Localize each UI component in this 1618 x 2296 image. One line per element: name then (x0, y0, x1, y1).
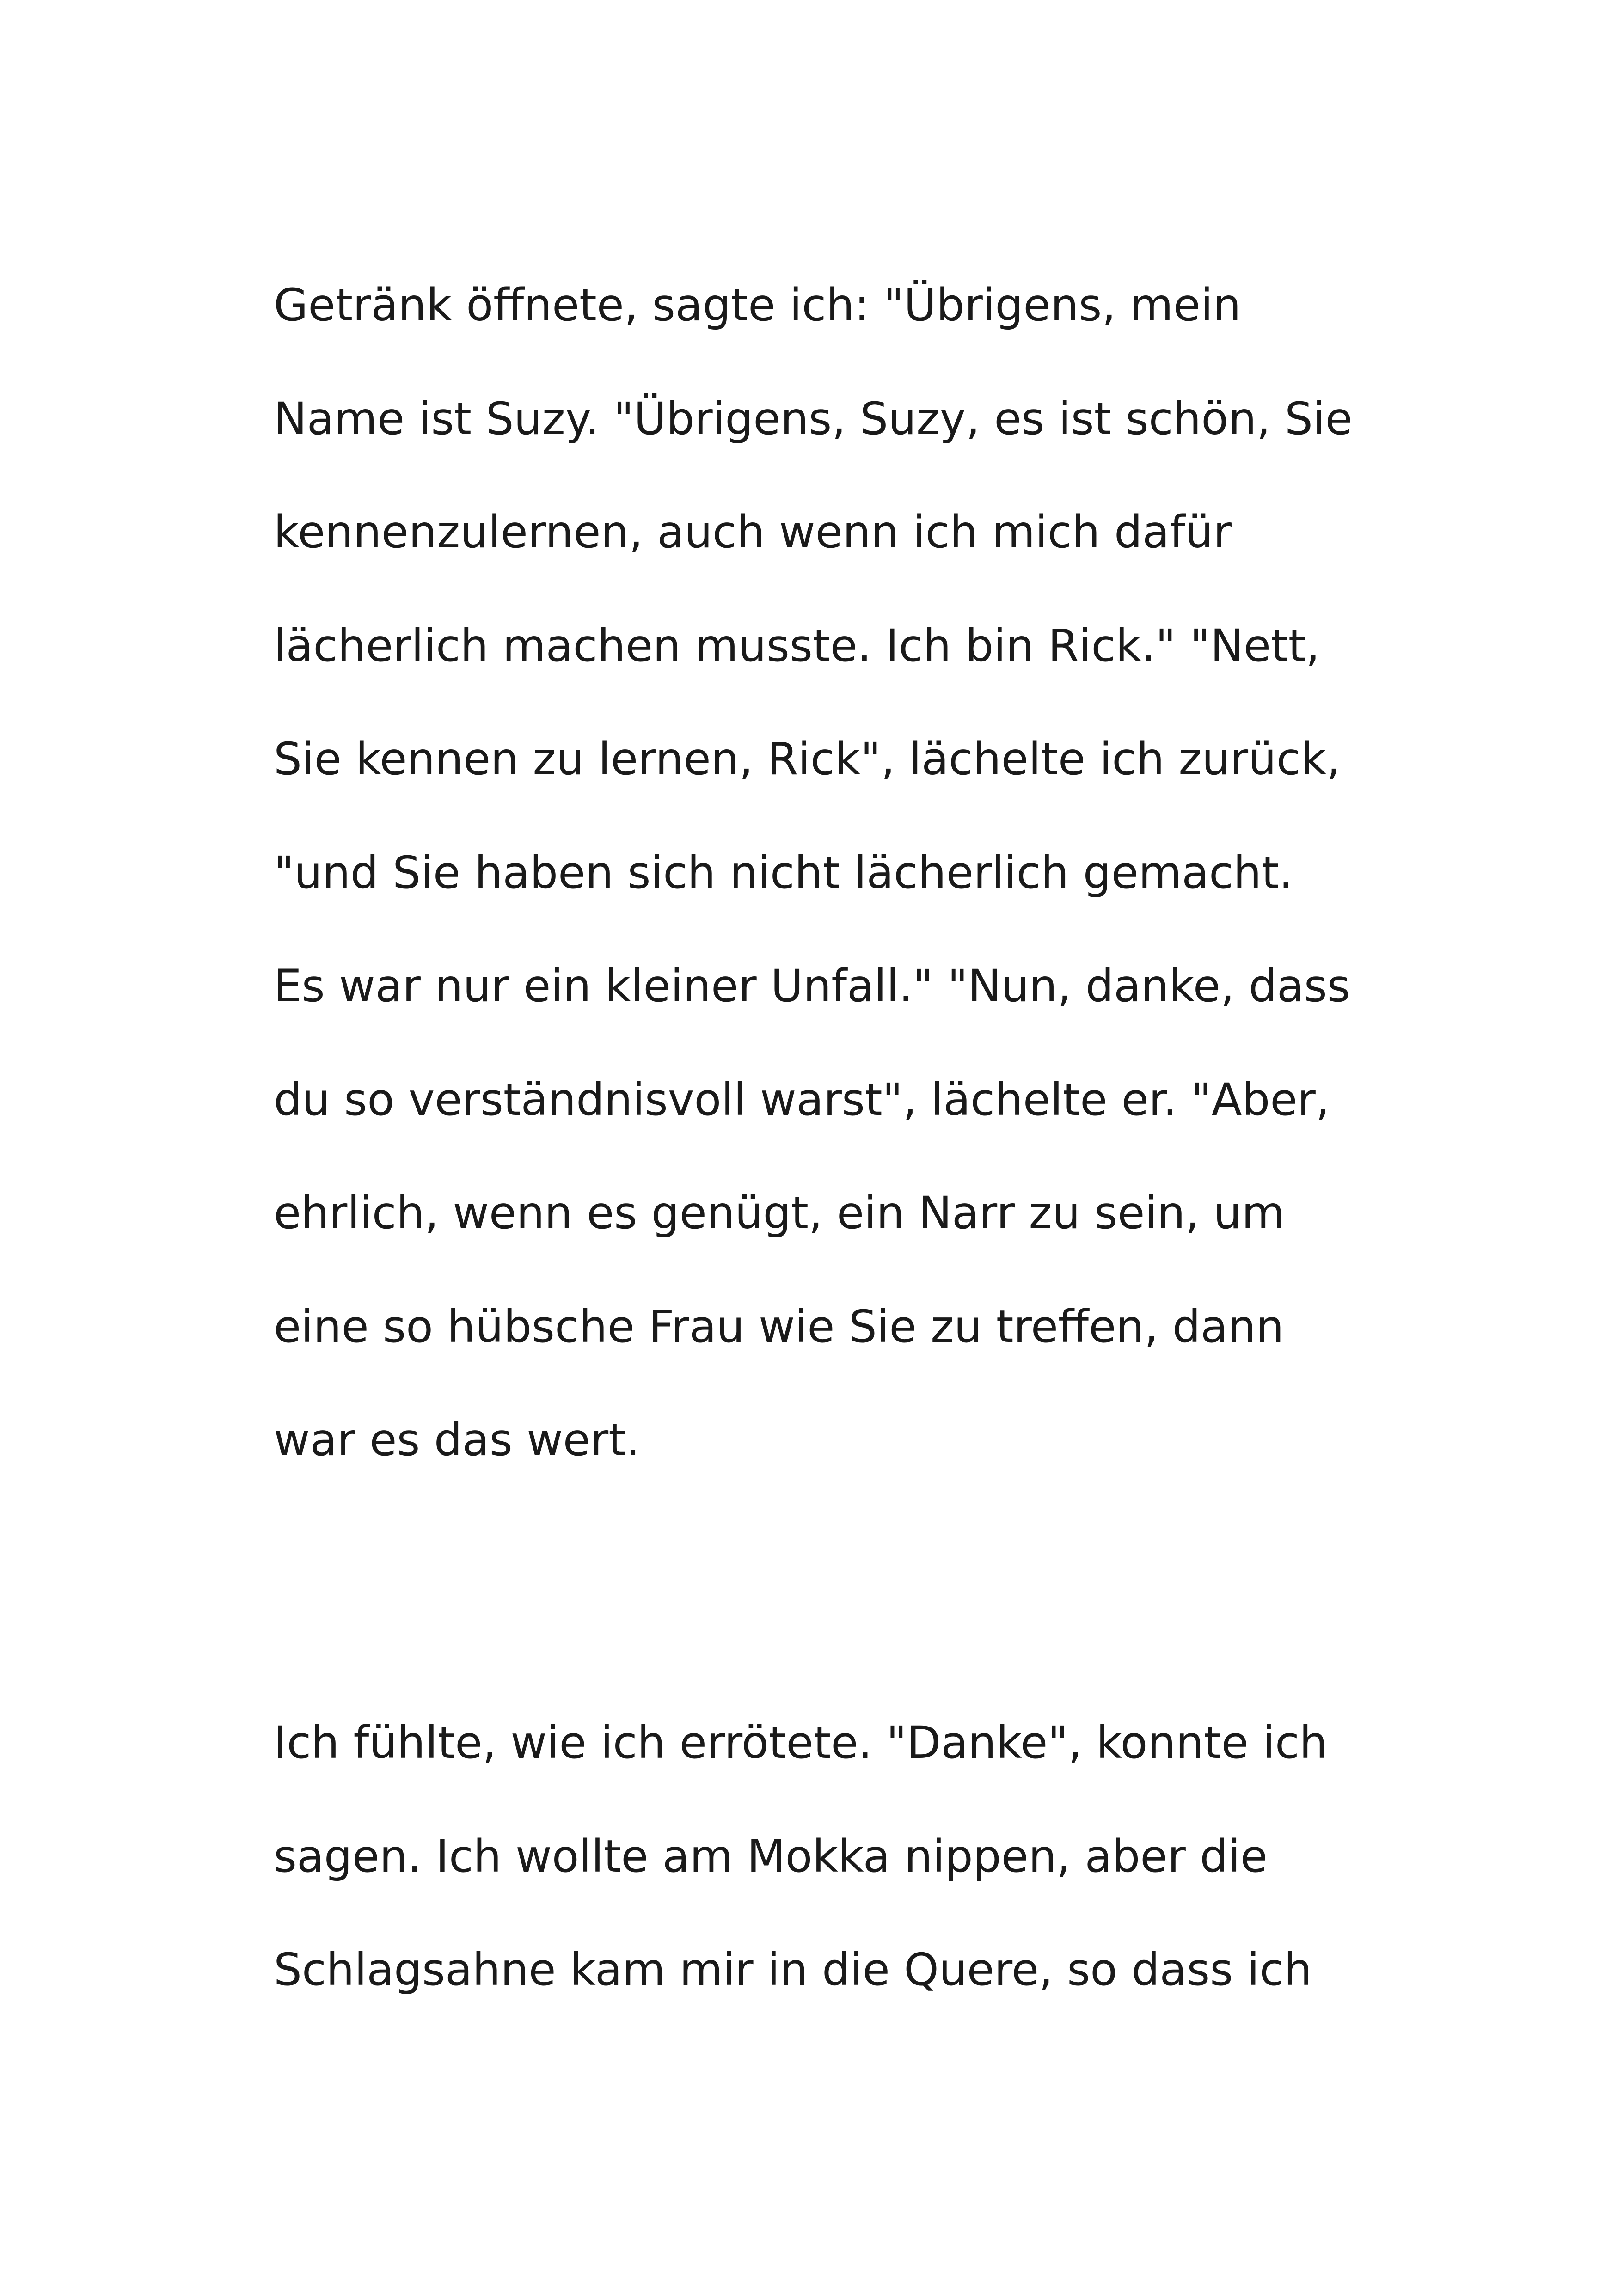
text-line: "und Sie haben sich nicht lächerlich gemacht. (274, 847, 1293, 899)
text-line: war es das wert. (274, 1414, 640, 1466)
text-line: Sie kennen zu lernen, Rick", lächelte ich zurück, (274, 733, 1341, 785)
text-line: Es war nur ein kleiner Unfall." "Nun, danke, dass (274, 960, 1350, 1012)
text-line: Ich fühlte, wie ich errötete. "Danke", konnte ich (274, 1717, 1328, 1769)
text-line: Schlagsahne kam mir in die Quere, so dass ich (274, 1944, 1312, 1996)
text-line: kennenzulernen, auch wenn ich mich dafür (274, 506, 1232, 558)
text-line: ehrlich, wenn es genügt, ein Narr zu sein, um (274, 1187, 1285, 1239)
text-line: lächerlich machen musste. Ich bin Rick." "Nett, (274, 620, 1320, 672)
text-line: Name ist Suzy. "Übrigens, Suzy, es ist schön, Sie (274, 393, 1353, 445)
text-line: sagen. Ich wollte am Mokka nippen, aber die (274, 1831, 1268, 1882)
text-line: du so verständnisvoll warst", lächelte er. "Aber, (274, 1074, 1330, 1126)
text-line: Getränk öffnete, sagte ich: "Übrigens, mein (274, 279, 1241, 331)
text-line: eine so hübsche Frau wie Sie zu treffen, dann (274, 1301, 1284, 1353)
